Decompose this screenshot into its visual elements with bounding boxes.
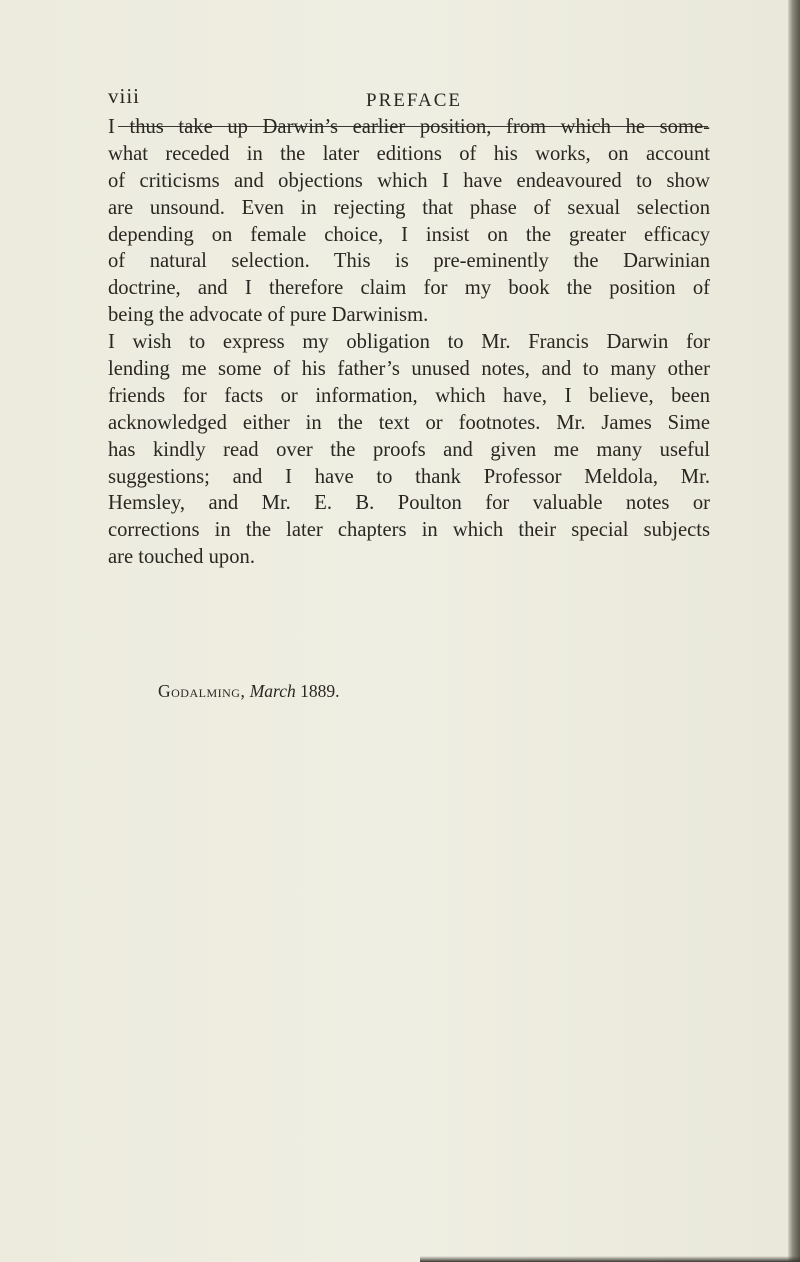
text-line: suggestions; and I have to thank Professor Meldola, Mr. bbox=[108, 465, 710, 488]
page-bottom-shadow bbox=[420, 1256, 800, 1262]
text-line: lending me some of his father’s unused notes, and to many other bbox=[108, 358, 710, 381]
text-line: has kindly read over the proofs and given me many useful bbox=[108, 438, 710, 461]
text-line: are touched upon. bbox=[108, 546, 255, 569]
text-line: are unsound. Even in rejecting that phase of sexual selection bbox=[108, 196, 710, 219]
text-line: of criticisms and objections which I have endeavoured to show bbox=[108, 169, 710, 192]
page-number: viii bbox=[108, 84, 141, 108]
text-line: what receded in the later editions of his works, on account bbox=[108, 142, 710, 165]
sign-off-month: March bbox=[249, 681, 296, 701]
text-line: acknowledged either in the text or footnotes. Mr. James Sime bbox=[108, 411, 710, 434]
text-line: doctrine, and I therefore claim for my book the position of bbox=[108, 277, 710, 300]
text-line: Hemsley, and Mr. E. B. Poulton for valuable notes or bbox=[108, 492, 710, 515]
text-line: being the advocate of pure Darwinism. bbox=[108, 304, 429, 327]
text-line: friends for facts or information, which have, I believe, been bbox=[108, 384, 710, 407]
text-line: I thus take up Darwin’s earlier position, from which he some- bbox=[108, 116, 710, 138]
paragraph-2 bbox=[108, 329, 710, 571]
paragraph-1 bbox=[108, 114, 710, 329]
page-edge-shadow bbox=[788, 0, 800, 1262]
text-line: corrections in the later chapters in which their special subjects bbox=[108, 519, 710, 542]
running-head: PREFACE bbox=[366, 90, 463, 111]
text-line: I wish to express my obligation to Mr. Francis Darwin for bbox=[108, 331, 710, 354]
text-line: of natural selection. This is pre-eminently the Darwinian bbox=[108, 250, 710, 273]
sign-off-year: 1889. bbox=[300, 681, 340, 701]
sign-off bbox=[158, 681, 339, 702]
text-line: depending on female choice, I insist on the greater efficacy bbox=[108, 223, 710, 246]
sign-off-place: Godalming, bbox=[158, 681, 246, 701]
preface-body bbox=[108, 114, 710, 571]
